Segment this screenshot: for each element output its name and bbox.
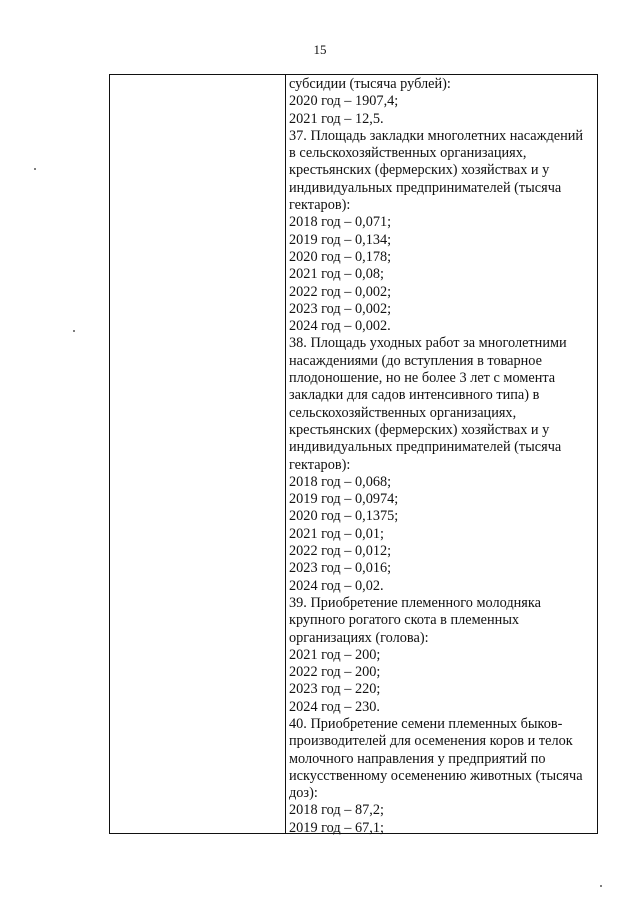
text-line: 2018 год – 0,068;: [289, 473, 392, 490]
text-line: плодоношение, но не более 3 лет с момента: [289, 370, 556, 387]
column-divider: [285, 75, 286, 833]
text-line: молочного направления у предприятий по: [289, 750, 546, 767]
text-line: 2022 год – 0,012;: [289, 543, 392, 560]
text-line: гектаров):: [289, 456, 351, 473]
text-line: в сельскохозяйственных организациях,: [289, 145, 527, 162]
text-line: искусственному осеменению животных (тысяча: [289, 767, 583, 784]
text-line: производителей для осеменения коров и телок: [289, 733, 573, 750]
text-line: 2023 год – 220;: [289, 681, 381, 698]
text-line: 39. Приобретение племенного молодняка: [289, 594, 541, 611]
text-line: 2024 год – 230.: [289, 698, 381, 715]
text-line: 2019 год – 0,0974;: [289, 491, 399, 508]
text-line: крестьянских (фермерских) хозяйствах и у: [289, 421, 550, 438]
text-line: 2021 год – 0,01;: [289, 525, 384, 542]
text-line: 37. Площадь закладки многолетних насаждений: [289, 127, 584, 144]
text-line: доз):: [289, 785, 318, 802]
table-right-cell: [289, 76, 594, 837]
scan-speck: [73, 330, 75, 332]
scan-speck: [34, 168, 36, 170]
scan-speck: [600, 885, 602, 887]
text-line: закладки для садов интенсивного типа) в: [289, 387, 540, 404]
text-line: 2022 год – 200;: [289, 664, 381, 681]
text-line: 2023 год – 0,002;: [289, 300, 392, 317]
text-line: 2020 год – 1907,4;: [289, 93, 399, 110]
text-line: 2022 год – 0,002;: [289, 283, 392, 300]
text-line: насаждениями (до вступления в товарное: [289, 352, 542, 369]
text-line: 2019 год – 67,1;: [289, 819, 384, 836]
document-table: [109, 74, 598, 834]
text-line: крестьянских (фермерских) хозяйствах и у: [289, 162, 550, 179]
text-line: 2024 год – 0,02.: [289, 577, 384, 594]
text-line: 2018 год – 0,071;: [289, 214, 392, 231]
text-line: 2019 год – 0,134;: [289, 231, 392, 248]
text-line: 2023 год – 0,016;: [289, 560, 392, 577]
text-line: крупного рогатого скота в племенных: [289, 612, 520, 629]
text-line: гектаров):: [289, 197, 351, 214]
text-line: 2020 год – 0,178;: [289, 248, 392, 265]
text-line: 2024 год – 0,002.: [289, 318, 391, 335]
text-line: сельскохозяйственных организациях,: [289, 404, 517, 421]
text-line: индивидуальных предпринимателей (тысяча: [289, 439, 562, 456]
text-line: 38. Площадь уходных работ за многолетними: [289, 335, 567, 352]
text-line: субсидии (тысяча рублей):: [289, 76, 451, 92]
text-line: организациях (голова):: [289, 629, 429, 646]
text-line: 2021 год – 0,08;: [289, 266, 384, 283]
text-line: 2021 год – 200;: [289, 646, 381, 663]
page-number: 15: [313, 42, 327, 57]
text-line: 2020 год – 0,1375;: [289, 508, 399, 525]
text-line: 2018 год – 87,2;: [289, 802, 384, 819]
text-line: 2021 год – 12,5.: [289, 110, 384, 127]
text-line: индивидуальных предпринимателей (тысяча: [289, 179, 562, 196]
text-line: 40. Приобретение семени племенных быков-: [289, 715, 563, 732]
